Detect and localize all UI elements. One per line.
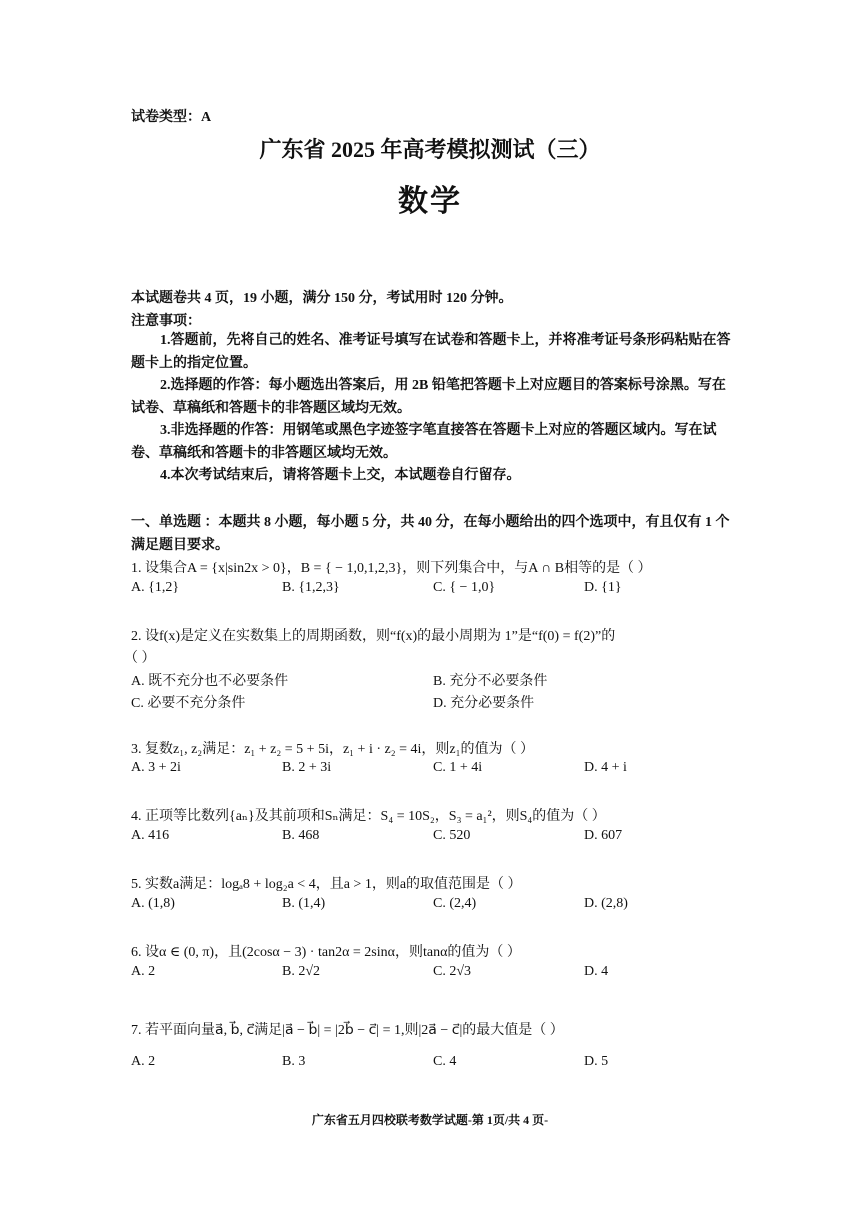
question-2-option-d: D. 充分必要条件 bbox=[433, 696, 535, 711]
exam-intro: 本试题卷共 4 页，19 小题，满分 150 分，考试用时 120 分钟。 bbox=[131, 291, 513, 306]
page-footer: 广东省五月四校联考数学试题-第 1页/共 4 页- bbox=[311, 1113, 549, 1127]
section-heading: 一、单选题 ：本题共 8 小题，每小题 5 分，共 40 分，在每小题给出的四个选项中，有且仅有 1 个满足题目要求。 bbox=[131, 515, 730, 553]
question-5-option-b: B. (1,4) bbox=[282, 896, 326, 911]
question-3-option-d: D. 4 + i bbox=[584, 760, 627, 775]
question-3-option-c: C. 1 + 4i bbox=[433, 760, 483, 775]
question-1-option-b: B. {1,2,3} bbox=[282, 580, 340, 595]
question-4-stem: 4. 正项等比数列{aₙ}及其前项和Sₙ满足：S₄ = 10S₂，S₃ = a₁²，则S₄的值为（ ） bbox=[131, 809, 606, 824]
question-2-option-a: A. 既不充分也不必要条件 bbox=[131, 674, 289, 689]
question-6-option-d: D. 4 bbox=[584, 964, 609, 979]
question-1-option-c: C. { − 1,0} bbox=[433, 580, 496, 595]
question-5-option-d: D. (2,8) bbox=[584, 896, 628, 911]
subject-title: 数学 bbox=[398, 185, 462, 218]
question-7-option-d: D. 5 bbox=[584, 1054, 609, 1069]
question-6-stem: 6. 设α ∈ (0, π)，且(2cosα − 3) · tan2α = 2sinα，则tanα的值为（ ） bbox=[131, 945, 521, 960]
question-4-option-a: A. 416 bbox=[131, 828, 170, 843]
notice-item-3: 3.非选择题的作答：用钢笔或黑色字迹签字笔直接答在答题卡上对应的答题区域内。写在试卷、草稿纸和答题卡的非答题区域均无效。 bbox=[131, 423, 717, 461]
question-5-option-c: C. (2,4) bbox=[433, 896, 477, 911]
question-7-option-b: B. 3 bbox=[282, 1054, 306, 1069]
question-6-option-a: A. 2 bbox=[131, 964, 156, 979]
question-4-option-b: B. 468 bbox=[282, 828, 320, 843]
notice-item-1: 1.答题前，先将自己的姓名、准考证号填写在试卷和答题卡上，并将准考证号条形码粘贴在答题卡上的指定位置。 bbox=[131, 333, 731, 371]
question-2-stem-line-2: （ ） bbox=[124, 651, 156, 666]
question-3-stem: 3. 复数z₁, z₂满足：z₁ + z₂ = 5 + 5i，z₁ + i · z₂ = 4i，则z₁的值为（ ） bbox=[131, 742, 534, 757]
paper-type-label: 试卷类型：A bbox=[131, 110, 212, 125]
exam-title: 广东省 2025 年高考模拟测试（三） bbox=[259, 137, 601, 162]
question-3-option-a: A. 3 + 2i bbox=[131, 760, 181, 775]
question-4-option-c: C. 520 bbox=[433, 828, 471, 843]
question-7-stem: 7. 若平面向量a⃗, b⃗, c⃗满足|a⃗ − b⃗| = |2b⃗ − c⃗| = 1,则|2a⃗ − c⃗|的最大值是（ ） bbox=[131, 1023, 564, 1038]
question-3-option-b: B. 2 + 3i bbox=[282, 760, 332, 775]
question-2-option-c: C. 必要不充分条件 bbox=[131, 696, 246, 711]
question-7-option-c: C. 4 bbox=[433, 1054, 457, 1069]
question-4-option-d: D. 607 bbox=[584, 828, 623, 843]
notice-item-2: 2.选择题的作答：每小题选出答案后，用 2B 铅笔把答题卡上对应题目的答案标号涂黑。写在试卷、草稿纸和答题卡的非答题区域均无效。 bbox=[131, 378, 726, 416]
notice-item-4: 4.本次考试结束后，请将答题卡上交，本试题卷自行留存。 bbox=[160, 468, 521, 483]
question-1-option-a: A. {1,2} bbox=[131, 580, 180, 595]
question-5-stem: 5. 实数a满足：logₐ8 + log₂a < 4，且a > 1，则a的取值范围是（ ） bbox=[131, 877, 522, 892]
question-1-stem: 1. 设集合A = {x|sin2x > 0}，B = { − 1,0,1,2,3}，则下列集合中，与A ∩ B相等的是（ ） bbox=[131, 561, 652, 576]
question-6-option-c: C. 2√3 bbox=[433, 964, 472, 979]
question-2-option-b: B. 充分不必要条件 bbox=[433, 674, 548, 689]
question-7-option-a: A. 2 bbox=[131, 1054, 156, 1069]
question-1-option-d: D. {1} bbox=[584, 580, 622, 595]
notice-heading: 注意事项： bbox=[131, 314, 201, 329]
question-6-option-b: B. 2√2 bbox=[282, 964, 321, 979]
question-2-stem-line-1: 2. 设f(x)是定义在实数集上的周期函数，则“f(x)的最小周期为 1”是“f(0) = f(2)”的 bbox=[131, 629, 616, 644]
question-5-option-a: A. (1,8) bbox=[131, 896, 175, 911]
